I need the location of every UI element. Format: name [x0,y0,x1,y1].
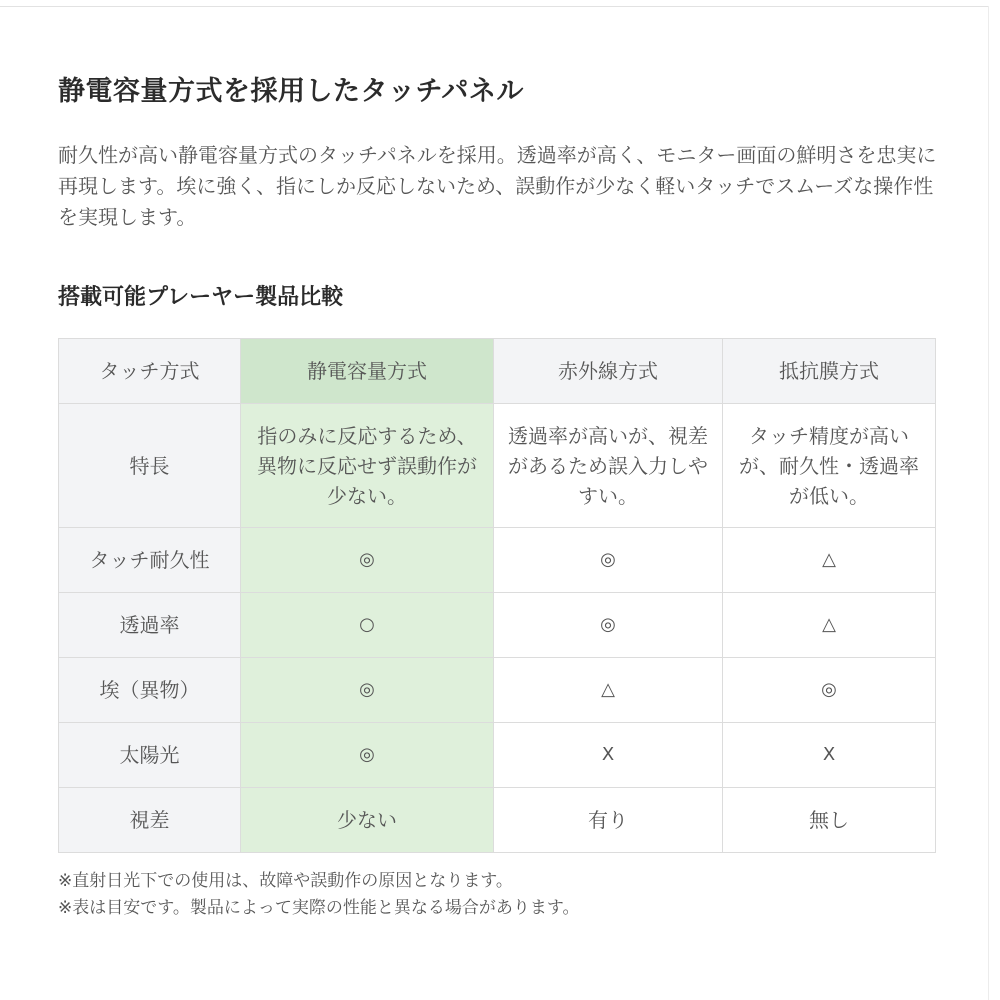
table-row [59,788,936,853]
header-infrared: 赤外線方式 [494,339,723,404]
row-label-sunlight: 太陽光 [59,723,241,788]
cell-capacitive-sunlight: ◎ [241,723,494,788]
comparison-title: 搭載可能プレーヤー製品比較 [58,285,344,310]
page-title: 静電容量方式を採用したタッチパネル [58,76,524,107]
header-resistive: 抵抗膜方式 [723,339,936,404]
header-capacitive: 静電容量方式 [241,339,494,404]
cell-infrared-parallax: 有り [494,788,723,853]
cell-capacitive-transmittance: ○ [241,593,494,658]
cell-infrared-transmittance: ◎ [494,593,723,658]
header-touch-method: タッチ方式 [59,339,241,404]
table-row [59,658,936,723]
cell-resistive-parallax: 無し [723,788,936,853]
footnotes [58,868,580,922]
row-label-durability: タッチ耐久性 [59,528,241,593]
cell-capacitive-durability: ◎ [241,528,494,593]
description-text: 耐久性が高い静電容量方式のタッチパネルを採用。透過率が高く、モニター画面の鮮明さを忠実に再現します。埃に強く、指にしか反応しないため、誤動作が少なく軽いタッチでスムーズな操作性を実現します。 [58,143,937,229]
cell-infrared-features: 透過率が高いが、視差があるため誤入力しやすい。 [494,404,723,528]
top-divider [0,6,988,7]
cell-capacitive-dust: ◎ [241,658,494,723]
footnote-reference: ※表は目安です。製品によって実際の性能と異なる場合があります。 [58,898,580,918]
row-label-transmittance: 透過率 [59,593,241,658]
cell-resistive-transmittance: △ [723,593,936,658]
cell-resistive-sunlight: X [723,723,936,788]
comparison-table [58,338,936,853]
cell-infrared-dust: △ [494,658,723,723]
footnote-sunlight: ※直射日光下での使用は、故障や誤動作の原因となります。 [58,871,513,891]
cell-resistive-features: タッチ精度が高いが、耐久性・透過率が低い。 [723,404,936,528]
table-row [59,404,936,528]
cell-capacitive-features: 指のみに反応するため、異物に反応せず誤動作が少ない。 [241,404,494,528]
row-label-features: 特長 [59,404,241,528]
right-divider [988,6,989,1000]
row-label-dust: 埃（異物） [59,658,241,723]
cell-infrared-durability: ◎ [494,528,723,593]
cell-infrared-sunlight: X [494,723,723,788]
table-header-row [59,339,936,404]
cell-capacitive-parallax: 少ない [241,788,494,853]
table-row [59,593,936,658]
table-row [59,723,936,788]
cell-resistive-durability: △ [723,528,936,593]
row-label-parallax: 視差 [59,788,241,853]
cell-resistive-dust: ◎ [723,658,936,723]
table-row [59,528,936,593]
